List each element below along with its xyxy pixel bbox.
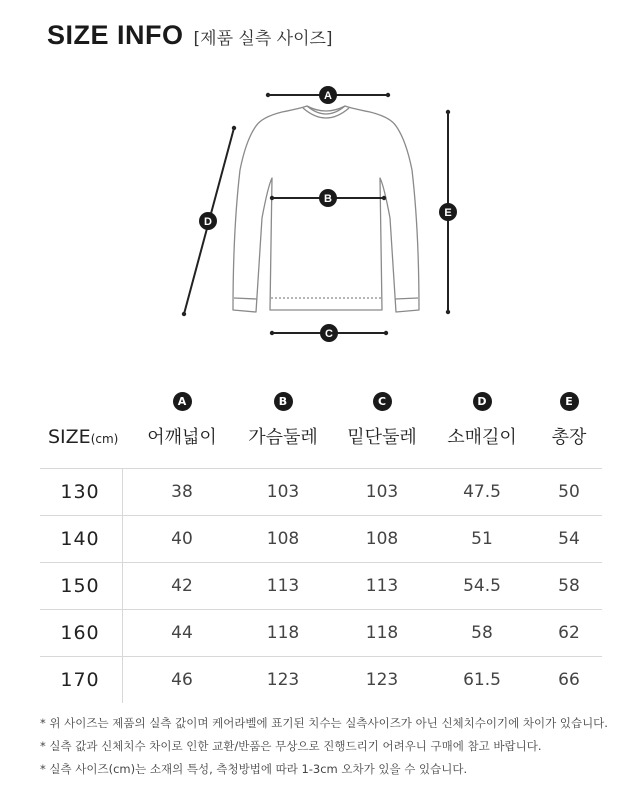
- sweatshirt-outline: [233, 106, 419, 312]
- note-2: * 실측 값과 신체치수 차이로 인한 교환/반품은 무상으로 진행드리기 어려우니 구매에 참고 바랍니다.: [40, 739, 542, 753]
- row-divider: [122, 563, 123, 609]
- measure-b: [270, 189, 386, 207]
- cell-b: 123: [266, 670, 300, 690]
- row-size: 170: [60, 669, 100, 691]
- measure-a: [266, 86, 390, 104]
- note-1: * 위 사이즈는 제품의 실측 값이며 케어라벨에 표기된 치수는 실측사이즈가 아닌 신체치수이기에 차이가 있습니다.: [40, 716, 608, 730]
- row-size: 150: [60, 575, 100, 597]
- cell-c: 113: [365, 576, 399, 596]
- col-name-c: 밑단둘레: [347, 427, 417, 448]
- table-row: [40, 516, 602, 563]
- table-row: [40, 563, 602, 610]
- cell-c: 108: [365, 529, 399, 549]
- size-table: [40, 390, 602, 703]
- col-header-d: [432, 390, 532, 449]
- size-column-header: [48, 426, 118, 448]
- svg-text:E: E: [444, 207, 452, 219]
- table-body: [40, 468, 602, 703]
- cell-d: 51: [471, 529, 493, 549]
- row-divider: [122, 610, 123, 656]
- svg-text:C: C: [325, 328, 333, 340]
- cell-e: 54: [558, 529, 580, 549]
- measure-e: [439, 110, 457, 314]
- garment-diagram: [0, 0, 640, 360]
- svg-text:D: D: [204, 216, 212, 228]
- cell-a: 46: [171, 670, 193, 690]
- badge-b: B: [274, 392, 293, 411]
- size-unit: (cm): [90, 432, 119, 446]
- measure-c: [270, 324, 388, 342]
- col-header-a: [132, 390, 232, 449]
- col-name-a: 어깨넓이: [147, 427, 217, 448]
- cell-d: 47.5: [463, 482, 501, 502]
- col-name-e: 총장: [551, 427, 587, 448]
- cell-a: 42: [171, 576, 193, 596]
- table-row: [40, 469, 602, 516]
- row-divider: [122, 469, 123, 515]
- svg-text:A: A: [324, 90, 332, 102]
- row-size: 130: [60, 481, 100, 503]
- badge-d: D: [473, 392, 492, 411]
- col-name-d: 소매길이: [447, 427, 517, 448]
- page-subtitle: [제품 실측 사이즈]: [193, 29, 333, 49]
- cell-c: 123: [365, 670, 399, 690]
- cell-a: 44: [171, 623, 193, 643]
- note-3: * 실측 사이즈(cm)는 소재의 특성, 측청방법에 따라 1-3cm 오차가 있을 수 있습니다.: [40, 762, 468, 776]
- col-header-c: [332, 390, 432, 449]
- row-divider: [122, 657, 123, 703]
- cell-a: 40: [171, 529, 193, 549]
- cell-d: 54.5: [463, 576, 501, 596]
- cell-c: 118: [365, 623, 399, 643]
- table-row: [40, 610, 602, 657]
- row-size: 140: [60, 528, 100, 550]
- row-divider: [122, 516, 123, 562]
- size-label: SIZE: [48, 426, 91, 448]
- cell-d: 61.5: [463, 670, 501, 690]
- col-name-b: 가슴둘레: [248, 427, 318, 448]
- cell-d: 58: [471, 623, 493, 643]
- col-header-e: [519, 390, 619, 449]
- measure-d: [182, 126, 236, 316]
- col-header-b: [233, 390, 333, 449]
- badge-a: A: [173, 392, 192, 411]
- page-title: SIZE INFO: [47, 20, 184, 50]
- cell-b: 118: [266, 623, 300, 643]
- badge-c: C: [373, 392, 392, 411]
- cell-e: 66: [558, 670, 580, 690]
- cell-e: 50: [558, 482, 580, 502]
- cell-e: 58: [558, 576, 580, 596]
- svg-text:B: B: [324, 193, 332, 205]
- cell-b: 108: [266, 529, 300, 549]
- cell-e: 62: [558, 623, 580, 643]
- row-size: 160: [60, 622, 100, 644]
- badge-e: E: [560, 392, 579, 411]
- size-notes: [40, 712, 630, 781]
- cell-b: 103: [266, 482, 300, 502]
- table-header: [40, 390, 602, 468]
- cell-a: 38: [171, 482, 193, 502]
- cell-c: 103: [365, 482, 399, 502]
- table-row: [40, 657, 602, 703]
- cell-b: 113: [266, 576, 300, 596]
